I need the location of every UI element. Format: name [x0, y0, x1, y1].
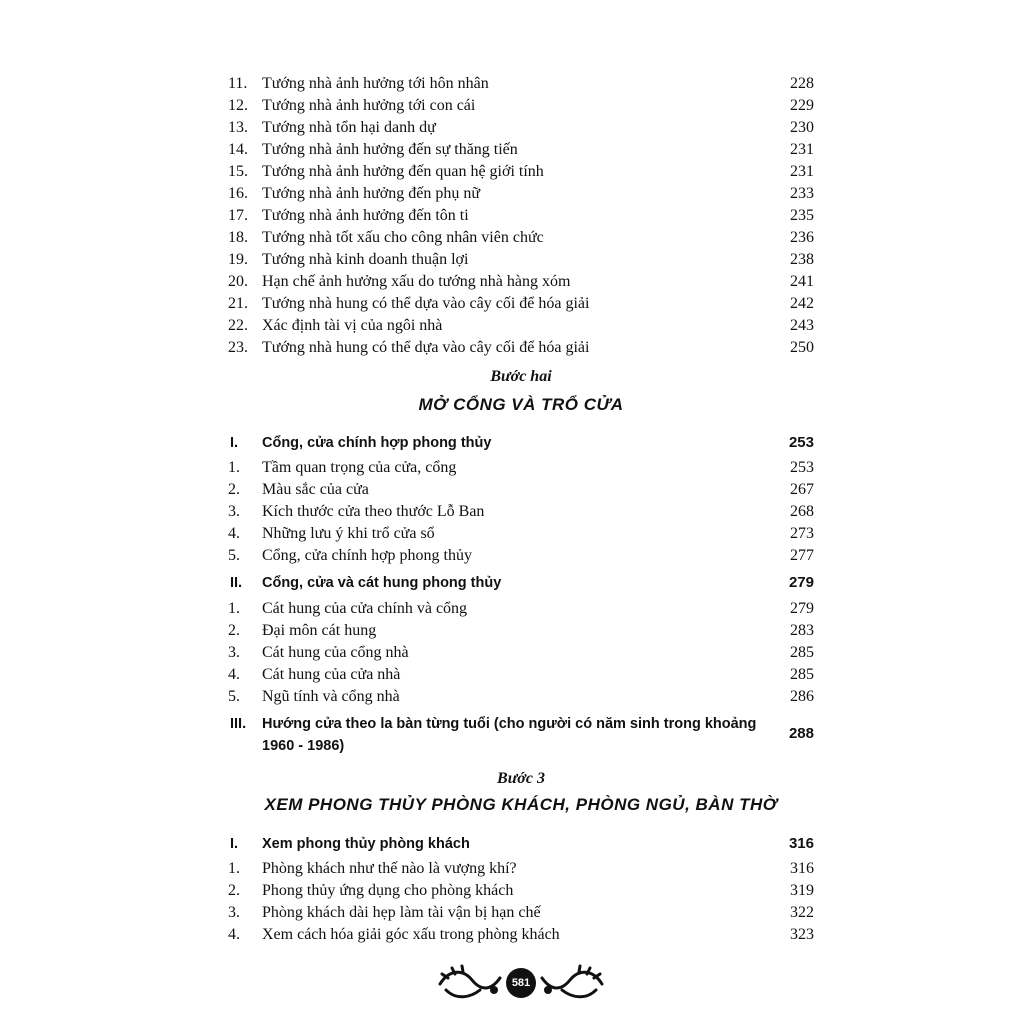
list-item: 2. Màu sắc của cửa 267 — [228, 481, 814, 498]
page-footer — [436, 960, 606, 1004]
list-item: 14. Tướng nhà ảnh hưởng đến sự thăng tiến 231 — [228, 141, 814, 158]
step-subtitle: Bước hai — [490, 368, 552, 385]
section-heading: III. Hướng cửa theo la bàn từng tuổi (cho người có năm sinh trong khoảng 1960 - 1986) 288 — [230, 716, 814, 754]
list-item: 13. Tướng nhà tổn hại danh dự 230 — [228, 119, 814, 136]
list-item: 1. Tầm quan trọng của cửa, cổng 253 — [228, 459, 814, 476]
section-heading: I. Cổng, cửa chính hợp phong thủy 253 — [230, 434, 814, 451]
list-item: 2. Phong thủy ứng dụng cho phòng khách 319 — [228, 882, 814, 899]
section-heading: I. Xem phong thủy phòng khách 316 — [230, 835, 814, 852]
list-item: 4. Xem cách hóa giải góc xấu trong phòng khách 323 — [228, 926, 814, 943]
list-item: 4. Những lưu ý khi trổ cửa sổ 273 — [228, 525, 814, 542]
list-item: 17. Tướng nhà ảnh hưởng đến tôn ti 235 — [228, 207, 814, 224]
list-item: 1. Phòng khách như thế nào là vượng khí? 316 — [228, 860, 814, 877]
list-item: 18. Tướng nhà tốt xấu cho công nhân viên chức 236 — [228, 229, 814, 246]
list-item: 23. Tướng nhà hung có thể dựa vào cây cối để hóa giải 250 — [228, 339, 814, 356]
list-item: 21. Tướng nhà hung có thể dựa vào cây cối để hóa giải 242 — [228, 295, 814, 312]
list-item: 5. Ngũ tính và cổng nhà 286 — [228, 688, 814, 705]
list-item: 19. Tướng nhà kinh doanh thuận lợi 238 — [228, 251, 814, 268]
list-item: 1. Cát hung của cửa chính và cổng 279 — [228, 600, 814, 617]
list-item: 3. Cát hung của cổng nhà 285 — [228, 644, 814, 661]
step-heading: MỞ CỔNG VÀ TRỔ CỬA — [418, 395, 624, 414]
page-number: 581 — [506, 968, 536, 998]
list-item: 4. Cát hung của cửa nhà 285 — [228, 666, 814, 683]
list-item: 3. Phòng khách dài hẹp làm tài vận bị hạn chế 322 — [228, 904, 814, 921]
list-item: 3. Kích thước cửa theo thước Lỗ Ban 268 — [228, 503, 814, 520]
list-item: 22. Xác định tài vị của ngôi nhà 243 — [228, 317, 814, 334]
step-subtitle: Bước 3 — [497, 770, 545, 787]
list-item: 2. Đại môn cát hung 283 — [228, 622, 814, 639]
list-item: 12. Tướng nhà ảnh hưởng tới con cái 229 — [228, 97, 814, 114]
list-item: 5. Cổng, cửa chính hợp phong thủy 277 — [228, 547, 814, 564]
list-item: 20. Hạn chế ảnh hưởng xấu do tướng nhà hàng xóm 241 — [228, 273, 814, 290]
list-item: 16. Tướng nhà ảnh hưởng đến phụ nữ 233 — [228, 185, 814, 202]
list-item: 11. Tướng nhà ảnh hưởng tới hôn nhân 228 — [228, 75, 814, 92]
list-item: 15. Tướng nhà ảnh hưởng đến quan hệ giới tính 231 — [228, 163, 814, 180]
step-heading: XEM PHONG THỦY PHÒNG KHÁCH, PHÒNG NGỦ, BÀN THỜ — [264, 795, 778, 814]
section-heading: II. Cổng, cửa và cát hung phong thủy 279 — [230, 574, 814, 591]
